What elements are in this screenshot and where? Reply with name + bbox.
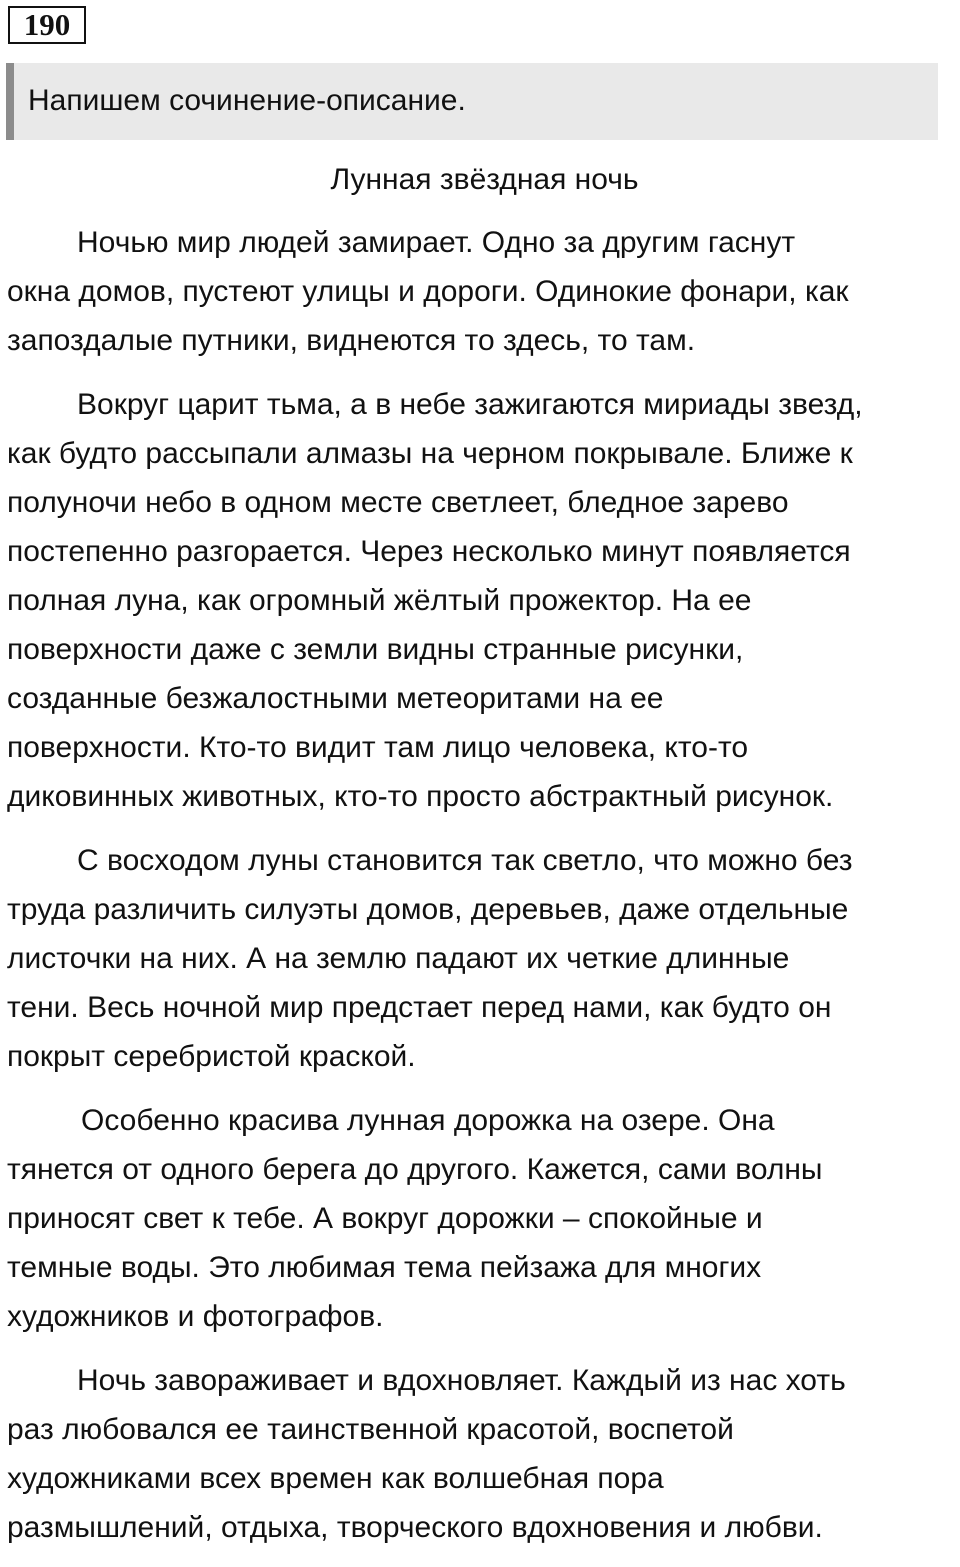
essay-line: Вокруг царит тьма, а в небе зажигаются мириады звезд, xyxy=(77,388,863,421)
essay-paragraph xyxy=(7,1356,952,1552)
essay-line: созданные безжалостными метеоритами на ее xyxy=(7,682,664,715)
essay-paragraph xyxy=(7,1096,952,1341)
essay-line: раз любовался ее таинственной красотой, воспетой xyxy=(7,1413,734,1446)
task-instruction: Напишем сочинение-описание. xyxy=(28,84,466,117)
essay-line: запоздалые путники, виднеются то здесь, то там. xyxy=(7,324,696,357)
essay-line: как будто рассыпали алмазы на черном покрывале. Ближе к xyxy=(7,437,853,470)
essay-line: темные воды. Это любимая тема пейзажа для многих xyxy=(7,1251,762,1284)
essay-title: Лунная звёздная ночь xyxy=(330,163,639,196)
essay-line: Ночь завораживает и вдохновляет. Каждый из нас хоть xyxy=(77,1364,846,1397)
essay-line: полуночи небо в одном месте светлеет, бледное зарево xyxy=(7,486,789,519)
essay-line: приносят свет к тебе. А вокруг дорожки – спокойные и xyxy=(7,1202,763,1235)
essay-line: Особенно красива лунная дорожка на озере. Она xyxy=(81,1104,775,1137)
essay-line: размышлений, отдыха, творческого вдохновения и любви. xyxy=(7,1511,823,1544)
essay-paragraph xyxy=(7,218,952,365)
essay-paragraph xyxy=(7,836,952,1081)
essay-line: тени. Весь ночной мир предстает перед нами, как будто он xyxy=(7,991,832,1024)
essay-line: постепенно разгорается. Через несколько минут появляется xyxy=(7,535,851,568)
essay-line: художников и фотографов. xyxy=(7,1300,384,1333)
essay-line: диковинных животных, кто-то просто абстрактный рисунок. xyxy=(7,780,834,813)
task-instruction-banner xyxy=(6,63,938,140)
essay-line: поверхности даже с земли видны странные рисунки, xyxy=(7,633,744,666)
essay-line: листочки на них. А на землю падают их четкие длинные xyxy=(7,942,790,975)
essay-line: художниками всех времен как волшебная пора xyxy=(7,1462,664,1495)
essay-line: С восходом луны становится так светло, что можно без xyxy=(77,844,853,877)
essay xyxy=(7,156,952,1567)
essay-line: Ночью мир людей замирает. Одно за другим гаснут xyxy=(77,226,796,259)
essay-line: окна домов, пустеют улицы и дороги. Одинокие фонари, как xyxy=(7,275,849,308)
essay-line: поверхности. Кто-то видит там лицо человека, кто-то xyxy=(7,731,749,764)
essay-line: тянется от одного берега до другого. Кажется, сами волны xyxy=(7,1153,823,1186)
essay-line: труда различить силуэты домов, деревьев, даже отдельные xyxy=(7,893,849,926)
essay-paragraph xyxy=(7,380,952,821)
essay-line: полная луна, как огромный жёлтый прожектор. На ее xyxy=(7,584,752,617)
task-number: 190 xyxy=(8,6,86,44)
essay-line: покрыт серебристой краской. xyxy=(7,1040,416,1073)
essay-body xyxy=(7,218,952,1552)
